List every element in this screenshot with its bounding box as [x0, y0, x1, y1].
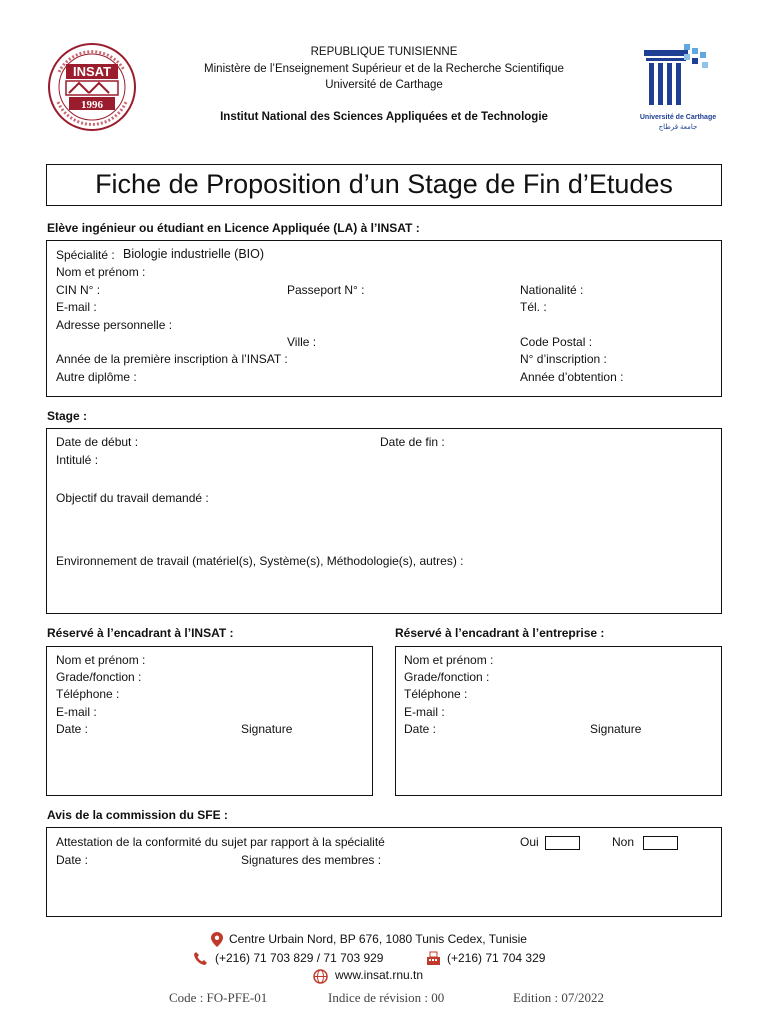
other-diploma-label: Autre diplôme : [56, 370, 137, 384]
revision-index: Indice de révision : 00 [328, 990, 445, 1005]
city-label: Ville : [287, 335, 317, 349]
work-environment-label: Environnement de travail (matériel(s), Système(s), Méthodologie(s), autres) : [56, 554, 464, 568]
carthage-university-logo [640, 42, 716, 134]
company-supervisor-signature-label: Signature [590, 722, 642, 736]
non-label: Non [612, 835, 635, 849]
footer-website[interactable]: www.insat.rnu.tn [335, 968, 424, 982]
insat-supervisor-signature-label: Signature [241, 722, 293, 736]
document-code: Code : FO-PFE-01 [169, 990, 268, 1005]
insat-supervisor-heading: Réservé à l’encadrant à l’INSAT : [47, 626, 234, 640]
title-box [46, 164, 722, 206]
insat-supervisor-box [46, 646, 373, 796]
carthage-logo-text: Université de Carthage [639, 114, 717, 121]
nationality-label: Nationalité : [520, 283, 584, 297]
insat-supervisor-grade-label: Grade/fonction : [56, 670, 142, 684]
university-line: Université de Carthage [325, 79, 443, 91]
commission-heading: Avis de la commission du SFE : [47, 808, 228, 822]
non-checkbox[interactable] [643, 836, 678, 850]
company-supervisor-heading: Réservé à l’encadrant à l’entreprise : [395, 626, 605, 640]
postal-code-label: Code Postal : [520, 335, 593, 349]
svg-text:INSAT: INSAT [72, 64, 112, 79]
fax-icon [426, 951, 441, 971]
company-supervisor-phone-label: Téléphone : [404, 687, 468, 701]
company-supervisor-name-label: Nom et prénom : [404, 653, 494, 667]
student-heading: Elève ingénieur ou étudiant en Licence Appliquée (LA) à l’INSAT : [47, 221, 420, 235]
edition-date: Edition : 07/2022 [513, 990, 604, 1005]
ministry-line: Ministère de l’Enseignement Supérieur et de la Recherche Scientifique [204, 63, 564, 75]
company-supervisor-box [395, 646, 722, 796]
republic-line: REPUBLIQUE TUNISIENNE [310, 46, 458, 58]
insat-supervisor-phone-label: Téléphone : [56, 687, 120, 701]
carthage-logo-arabic: جامعة قرطاج [658, 124, 698, 131]
address-label: Adresse personnelle : [56, 318, 173, 332]
student-name-label: Nom et prénom : [56, 265, 146, 279]
enrollment-number-label: N° d’inscription : [520, 352, 607, 366]
first-enrollment-year-label: Année de la première inscription à l’INSAT : [56, 352, 288, 366]
phone-icon [193, 951, 208, 971]
stage-box [46, 428, 722, 614]
end-date-label: Date de fin : [380, 435, 445, 449]
company-supervisor-email-label: E-mail : [404, 705, 445, 719]
globe-icon [313, 969, 328, 989]
company-supervisor-date-label: Date : [404, 722, 437, 736]
internship-title-label: Intitulé : [56, 453, 99, 467]
insat-supervisor-date-label: Date : [56, 722, 89, 736]
oui-checkbox[interactable] [545, 836, 580, 850]
page-title: Fiche de Proposition d’un Stage de Fin d’Etudes [95, 169, 673, 199]
specialite-value: Biologie industrielle (BIO) [123, 247, 265, 261]
oui-label: Oui [520, 835, 539, 849]
insat-supervisor-email-label: E-mail : [56, 705, 97, 719]
svg-text:1996: 1996 [81, 99, 103, 111]
footer-fax: (+216) 71 704 329 [447, 951, 546, 965]
attestation-label: Attestation de la conformité du sujet par rapport à la spécialité [56, 835, 385, 849]
graduation-year-label: Année d’obtention : [520, 370, 624, 384]
start-date-label: Date de début : [56, 435, 139, 449]
members-signatures-label: Signatures des membres : [241, 853, 382, 867]
commission-date-label: Date : [56, 853, 89, 867]
passport-label: Passeport N° : [287, 283, 365, 297]
specialite-label: Spécialité : [56, 248, 115, 262]
student-email-label: E-mail : [56, 300, 97, 314]
cin-label: CIN N° : [56, 283, 101, 297]
objective-label: Objectif du travail demandé : [56, 491, 209, 505]
tel-label: Tél. : [520, 300, 547, 314]
company-supervisor-grade-label: Grade/fonction : [404, 670, 490, 684]
insat-logo [44, 42, 140, 132]
stage-heading: Stage : [47, 409, 88, 423]
footer-address: Centre Urbain Nord, BP 676, 1080 Tunis Cedex, Tunisie [229, 932, 527, 946]
insat-supervisor-name-label: Nom et prénom : [56, 653, 146, 667]
institute-line: Institut National des Sciences Appliquées et de Technologie [220, 111, 548, 123]
location-pin-icon [211, 932, 223, 952]
footer-phone: (+216) 71 703 829 / 71 703 929 [215, 951, 384, 965]
